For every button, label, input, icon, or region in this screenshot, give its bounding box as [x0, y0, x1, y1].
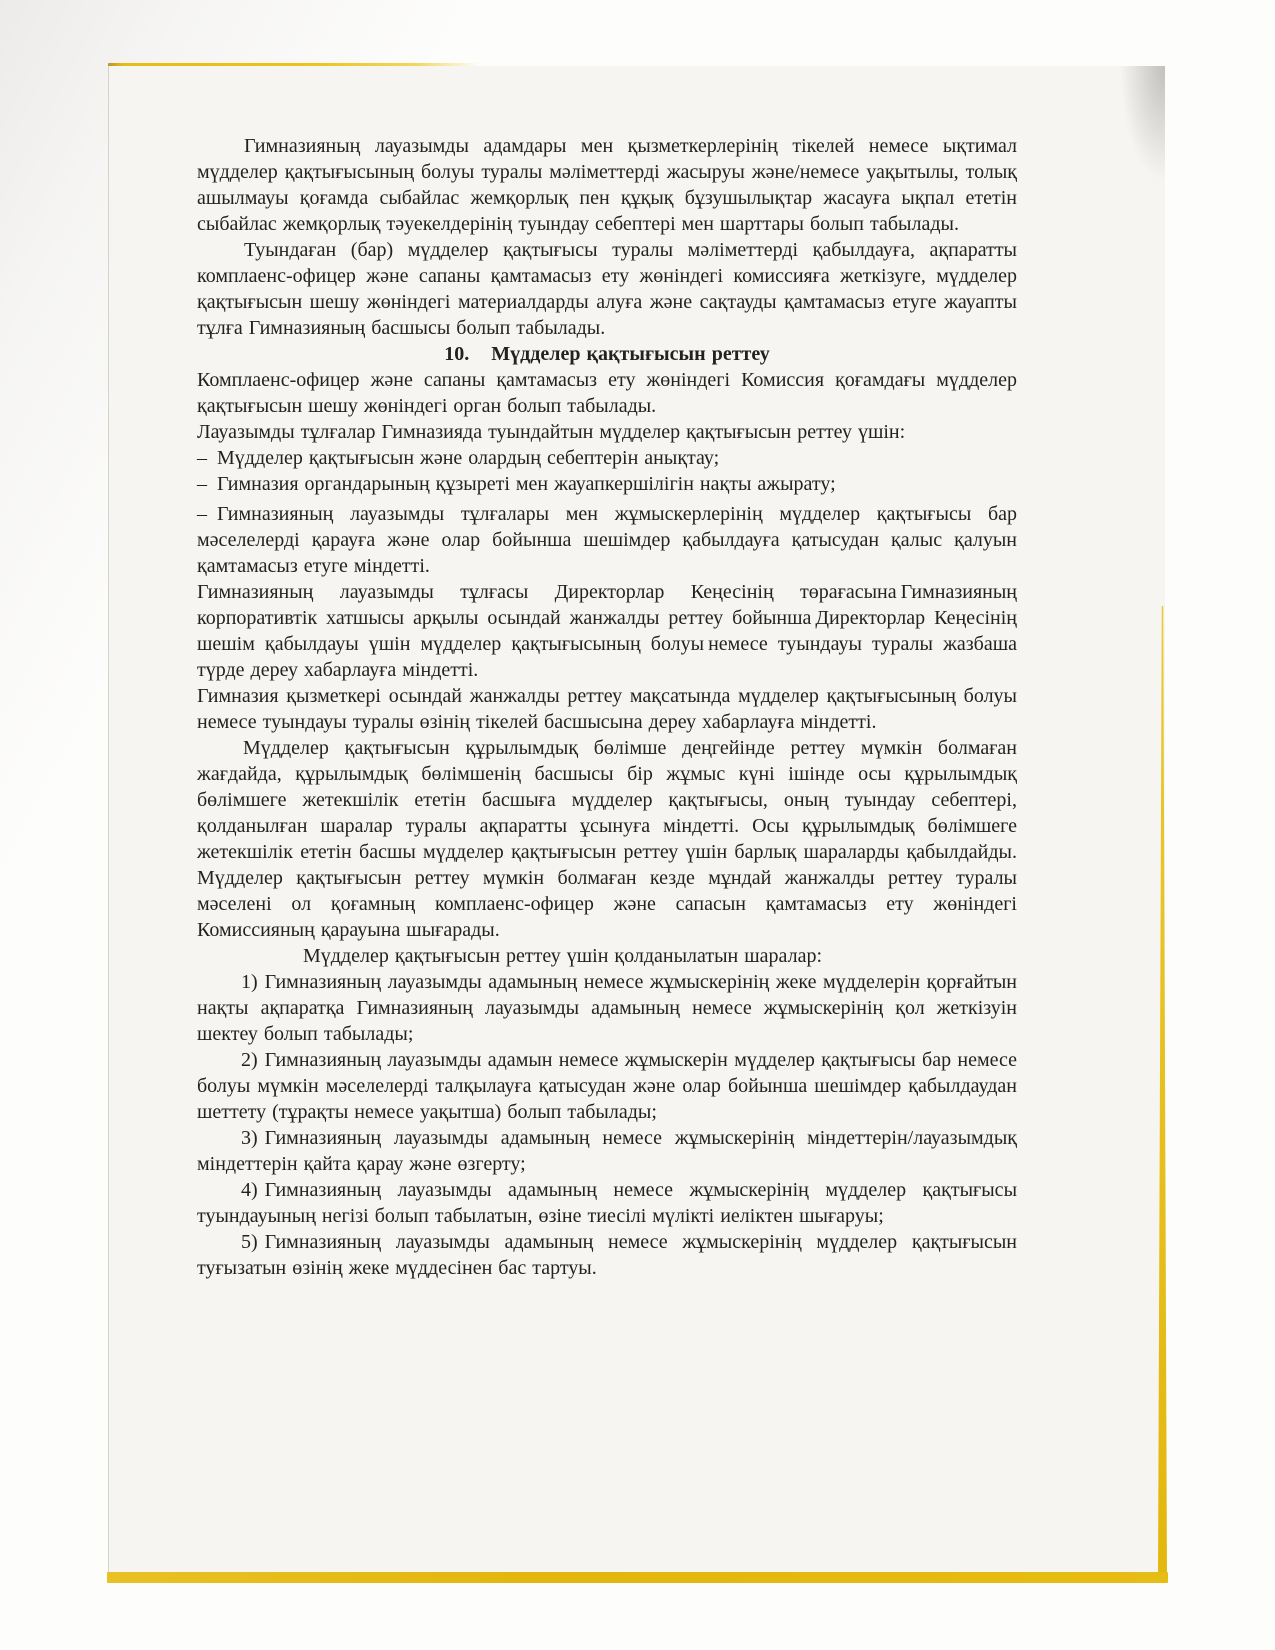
paragraph-notify-supervisor: Гимназия қызметкері осындай жанжалды реттеу мақсатында мүдделер қақтығысының болуы немесе туындауы туралы өзінің тікелей басшысына дереу хабарлауға міндетті.	[197, 685, 1017, 733]
paragraph-responsible-person: Туындаған (бар) мүдделер қақтығысы туралы мәліметтерді қабылдауға, ақпаратты комплаенс-офицер және сапаны қамтамасыз ету жөніндегі комиссияға жеткізуге, мүдделер қақтығысын шешу жөніндегі материалдарды алуға және сақтауды қамтамасыз етуге жауапты тұлға Гимназияның басшысы болып табылады.	[197, 239, 1017, 339]
item-number: 5)	[241, 1231, 258, 1253]
numbered-item-5	[197, 1229, 1017, 1281]
bullet-dash: –	[197, 473, 207, 495]
item-text: Гимназияның лауазымды адамының немесе жұмыскерінің жеке мүдделерін қорғайтын нақты ақпаратқа Гимназияның лауазымды адамының немесе жұмыскерінің қол жеткізуін шектеу болып табылады;	[197, 971, 1017, 1045]
corner-shadow	[1117, 66, 1165, 226]
yellow-edge-bottom	[107, 1572, 1168, 1583]
paragraph-notify-board: Гимназияның лауазымды тұлғасы Директорлар Кеңесінің төрағасына Гимназияның корпоративтік хатшысы арқылы осындай жанжалды реттеу бойынша Директорлар Кеңесінің шешім қабылдауы үшін мүдделер қақтығысының болуы немесе туындауы туралы жазбаша түрде дереу хабарлауға міндетті.	[197, 581, 1017, 681]
item-text: Гимназияның лауазымды адамының немесе жұмыскерінің міндеттерін/лауазымдық міндеттерін қайта қарау және өзгерту;	[197, 1127, 1017, 1175]
bullet-text: Гимназия органдарының құзыреті мен жауапкершілігін нақты ажырату;	[217, 473, 836, 495]
bullet-item-identify	[197, 445, 1017, 471]
numbered-item-4	[197, 1177, 1017, 1229]
bullet-item-abstain	[197, 501, 1017, 579]
page-body	[197, 66, 1017, 1281]
paragraph-concealment: Гимназияның лауазымды адамдары мен қызметкерлерінің тікелей немесе ықтимал мүдделер қақтығысының болуы туралы мәліметтерді жасыруы және/немесе уақытылы, толық ашылмауы қоғамда сыбайлас жемқорлық пен құқық бұзушылықтар жасауға ықпал ететін сыбайлас жемқорлық тәуекелдерінің туындау себептері мен шарттары болып табылады.	[197, 135, 1017, 235]
document-page	[108, 66, 1165, 1583]
numbered-item-3	[197, 1125, 1017, 1177]
item-number: 2)	[241, 1049, 258, 1071]
bullet-dash: –	[197, 447, 207, 469]
bullet-text: Мүдделер қақтығысын және олардың себептерін анықтау;	[217, 447, 720, 469]
item-text: Гимназияның лауазымды адамының немесе жұмыскерінің мүдделер қақтығысы туындауының негізі болып табылатын, өзіне тиесілі мүлікті иеліктен шығаруы;	[197, 1179, 1017, 1227]
paragraph-structural-unit: Мүдделер қақтығысын құрылымдық бөлімше деңгейінде реттеу мүмкін болмаған жағдайда, құрылымдық бөлімшенің басшысы бір жұмыс күні ішінде осы құрылымдық бөлімшеге жетекшілік ететін басшыға мүдделер қақтығысы, оның туындау себептері, қолданылған шаралар туралы ақпаратты ұсынуға міндетті. Осы құрылымдық бөлімшеге жетекшілік ететін басшы мүдделер қақтығысын реттеу үшін барлық шараларды қабылдайды. Мүдделер қақтығысын реттеу мүмкін болмаған кезде мұндай жанжалды реттеу туралы мәселені ол қоғамның комплаенс-офицер және сапасын қамтамасыз ету жөніндегі Комиссияның қарауына шығарады.	[197, 737, 1017, 941]
section-number: 10.	[444, 343, 470, 365]
item-text: Гимназияның лауазымды адамының немесе жұмыскерінің мүдделер қақтығысын туғызатын өзінің жеке мүддесінен бас тартуы.	[197, 1231, 1017, 1279]
paragraph-officials-intro: Лауазымды тұлғалар Гимназияда туындайтын мүдделер қақтығысын реттеу үшін:	[197, 421, 906, 443]
item-number: 1)	[241, 971, 258, 993]
item-number: 4)	[241, 1179, 258, 1201]
bullet-item-delimit	[197, 471, 1017, 497]
section-heading	[197, 341, 1017, 367]
bullet-text: Гимназияның лауазымды тұлғалары мен жұмыскерлерінің мүдделер қақтығысы бар мәселелерді қарауға және олар бойынша шешімдер қабылдауға қатысудан қалыс қалуын қамтамасыз етуге міндетті.	[197, 503, 1017, 577]
bullet-dash: –	[197, 503, 207, 525]
numbered-item-1	[197, 969, 1017, 1047]
item-text: Гимназияның лауазымды адамын немесе жұмыскерін мүдделер қақтығысы бар немесе болуы мүмкін мәселелерді талқылауға қатысудан және олар бойынша шешімдер қабылдаудан шеттету (тұрақты немесе уақытша) болып табылады;	[197, 1049, 1017, 1123]
numbered-item-2	[197, 1047, 1017, 1125]
paragraph-commission-body: Комплаенс-офицер және сапаны қамтамасыз ету жөніндегі Комиссия қоғамдағы мүдделер қақтығысын шешу жөніндегі орган болып табылады.	[197, 369, 1017, 417]
item-number: 3)	[241, 1127, 258, 1149]
section-title: Мүдделер қақтығысын реттеу	[491, 343, 770, 365]
measures-intro: Мүдделер қақтығысын реттеу үшін қолданылатын шаралар:	[303, 945, 823, 967]
